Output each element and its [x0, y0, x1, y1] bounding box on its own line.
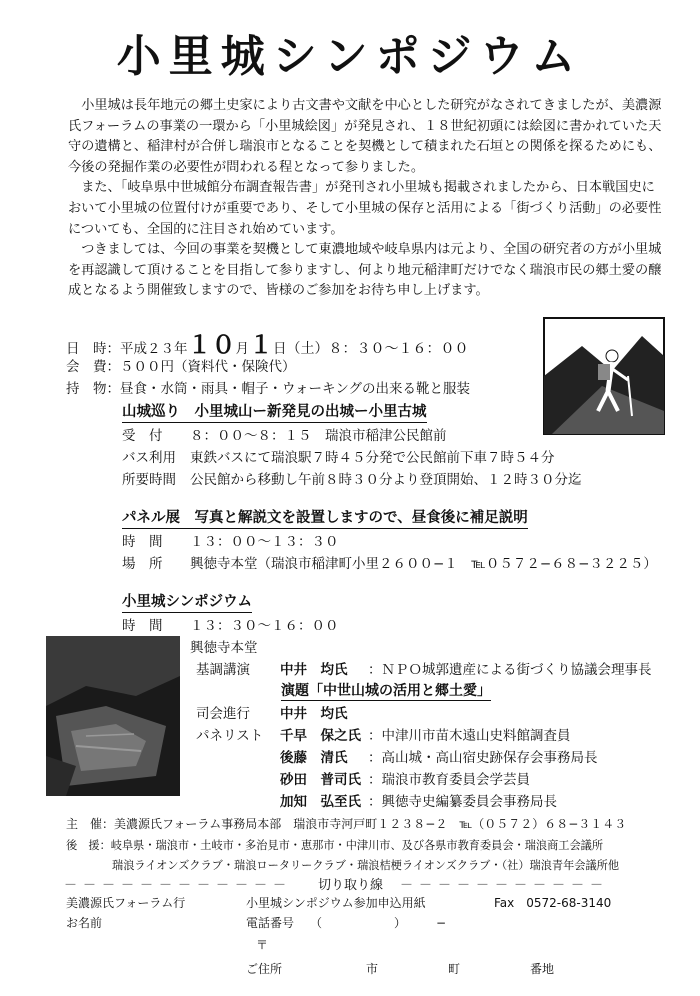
- mc-name: 中井 均氏: [280, 706, 348, 722]
- row-value: 興徳寺本堂（瑞浪市稲津町小里２６００−１ ℡０５７２−６８−３２２５）: [190, 556, 657, 572]
- items-line: [66, 377, 470, 397]
- date-time: （土）８：３０～１６：００: [286, 341, 469, 357]
- keynote-line: [196, 658, 652, 678]
- panelist-name: 後藤 清氏: [280, 750, 348, 766]
- panelist-line: [280, 790, 557, 810]
- panelist-line: [280, 768, 530, 788]
- castle-stone-wall-photo: [46, 636, 180, 796]
- intro-paragraph: また、「岐阜県中世城館分布調査報告書」が発刊され小里城も掲載されましたから、日本戦国史において小里城の位置付けが重要であり、そして小里城の保存と活用による「街づくり活動」の必要性についても、全国的に注目され始めています。: [68, 180, 662, 237]
- panelist-role: ：興徳寺史編纂委員会事務局長: [368, 794, 557, 810]
- items-label: 持 物：: [66, 381, 120, 397]
- panelist-role: ：高山城・高山宿史跡保存会事務局長: [368, 750, 598, 766]
- fee-line: [66, 355, 296, 375]
- panel-heading: パネル展 写真と解説文を設置しますので、昼食後に補足説明: [122, 506, 528, 529]
- symposium-row: [122, 614, 339, 634]
- intro-text: [68, 96, 668, 302]
- page-title: 小里城シンポジウム: [116, 31, 584, 82]
- support-line: [66, 837, 603, 853]
- row-value: ８：００～８：１５ 瑞浪市稲津公民館前: [190, 428, 447, 444]
- cut-line-right: －－－－－－－－－－－: [400, 878, 610, 893]
- row-key: 所要時間: [122, 472, 176, 488]
- hike-heading: 山城巡り 小里城山ー新発見の出城ー小里古城: [122, 400, 427, 423]
- symposium-heading: 小里城シンポジウム: [122, 590, 252, 613]
- organizer-label: 主 催：: [66, 817, 115, 831]
- fee-label: 会 費：: [66, 359, 120, 375]
- form-to: 美濃源氏フォーラム行: [66, 896, 186, 910]
- date-day-unit: 日: [273, 341, 287, 357]
- items-value: 昼食・水筒・雨具・帽子・ウォーキングの出来る靴と服装: [120, 381, 471, 397]
- panelist-label: パネリスト: [196, 728, 264, 744]
- date-day: １: [249, 331, 273, 359]
- panelist-name: 千早 保之氏: [280, 728, 361, 744]
- panel-row: [122, 530, 339, 550]
- hike-row: [122, 424, 447, 444]
- intro-paragraph: つきましては、今回の事業を契機として東濃地域や岐阜県内は元より、全国の研究者の方が小里城を再認識して頂けることを目指して参りますし、何より地元稲津町だけでなく瑞浪市民の郷土愛の醸成となるよう開催致しますので、皆様のご参加をお待ち申し上げます。: [68, 242, 662, 299]
- phone-label: 電話番号: [246, 916, 295, 930]
- keynote-label: 基調講演: [196, 662, 250, 678]
- theme-title: 演題「中世山城の活用と郷土愛」: [281, 680, 491, 701]
- row-value: １３：００～１３：３０: [190, 534, 339, 550]
- row-value: 興徳寺本堂: [190, 640, 258, 656]
- cut-line-left: －－－－－－－－－－－－: [64, 878, 293, 893]
- row-key: 時 間: [122, 618, 163, 634]
- support-line-2: 瑞浪ライオンズクラブ・瑞浪ロータリークラブ・瑞浪桔梗ライオンズクラブ・（社）瑞浪青年会議所他: [112, 859, 620, 872]
- hiker-illustration: [542, 316, 666, 436]
- row-key: バス利用: [122, 450, 176, 466]
- hike-row: [122, 468, 582, 488]
- panelist-role: ：中津川市苗木遠山史料館調査員: [368, 728, 571, 744]
- row-key: 受 付: [122, 428, 163, 444]
- date-month: １０: [187, 331, 236, 359]
- form-fax: Fax 0572-68-3140: [494, 896, 612, 910]
- row-value: １３：３０～１６：００: [190, 618, 339, 634]
- panel-row: [122, 552, 657, 572]
- organizer-value: 美濃源氏フォーラム事務局本部 瑞浪市寺河戸町１２３８−２ ℡（０５７２）６８−３１４３: [114, 817, 627, 831]
- panelist-role: ：瑞浪市教育委員会学芸員: [368, 772, 530, 788]
- panelist-name: 加知 弘至氏: [280, 794, 361, 810]
- row-value: 公民館から移動し午前８時３０分より登頂開始、１２時３０分迄: [190, 472, 582, 488]
- panelist-line: [196, 724, 571, 744]
- phone-field[interactable]: （ ） −: [310, 916, 447, 930]
- support-value: 岐阜県・瑞浪市・土岐市・多治見市・恵那市・中津川市、及び各県市教育委員会・瑞浪商工会議所: [110, 839, 604, 852]
- mc-label: 司会進行: [196, 706, 250, 722]
- row-value: 東鉄バスにて瑞浪駅７時４５分発で公民館前下車７時５４分: [190, 450, 555, 466]
- keynote-name: 中井 均氏: [280, 662, 348, 678]
- address-town: 町: [448, 962, 461, 976]
- panelist-name: 砂田 普司氏: [280, 772, 361, 788]
- name-label: お名前: [66, 916, 103, 930]
- postal-mark: 〒: [256, 938, 269, 952]
- form-title: 小里城シンポジウム参加申込用紙: [246, 896, 426, 910]
- fee-value: ５００円（資料代・保険代）: [120, 359, 296, 375]
- date-label: 日 時：: [66, 341, 120, 357]
- date-month-unit: 月: [235, 341, 249, 357]
- cut-line-label: 切り取り線: [318, 878, 384, 893]
- keynote-role: ：ＮＰＯ城郭遺産による街づくり協議会理事長: [368, 662, 652, 678]
- support-label: 後 援：: [66, 839, 111, 852]
- address-city: 市: [366, 962, 379, 976]
- intro-paragraph: 小里城は長年地元の郷土史家により古文書や文献を中心とした研究がなされてきましたが、美濃源氏フォーラムの事業の一環から「小里城絵図」が発見され、１８世紀初頭には絵図に書かれていた天守の遺構と、稲津村が合併し瑞浪市となることを契機として積まれた石垣との関係を探るためにも、今後の発掘作業の必要性が問われる程となって参りました。: [68, 98, 662, 175]
- row-key: 時 間: [122, 534, 163, 550]
- panelist-line: [280, 746, 598, 766]
- row-key: 場 所: [122, 556, 163, 572]
- date-era: 平成２３年: [120, 341, 188, 357]
- address-banchi: 番地: [530, 962, 555, 976]
- hike-row: [122, 446, 555, 466]
- mc-line: [196, 702, 368, 722]
- address-label: ご住所: [246, 962, 283, 976]
- organizer-line: [66, 815, 626, 832]
